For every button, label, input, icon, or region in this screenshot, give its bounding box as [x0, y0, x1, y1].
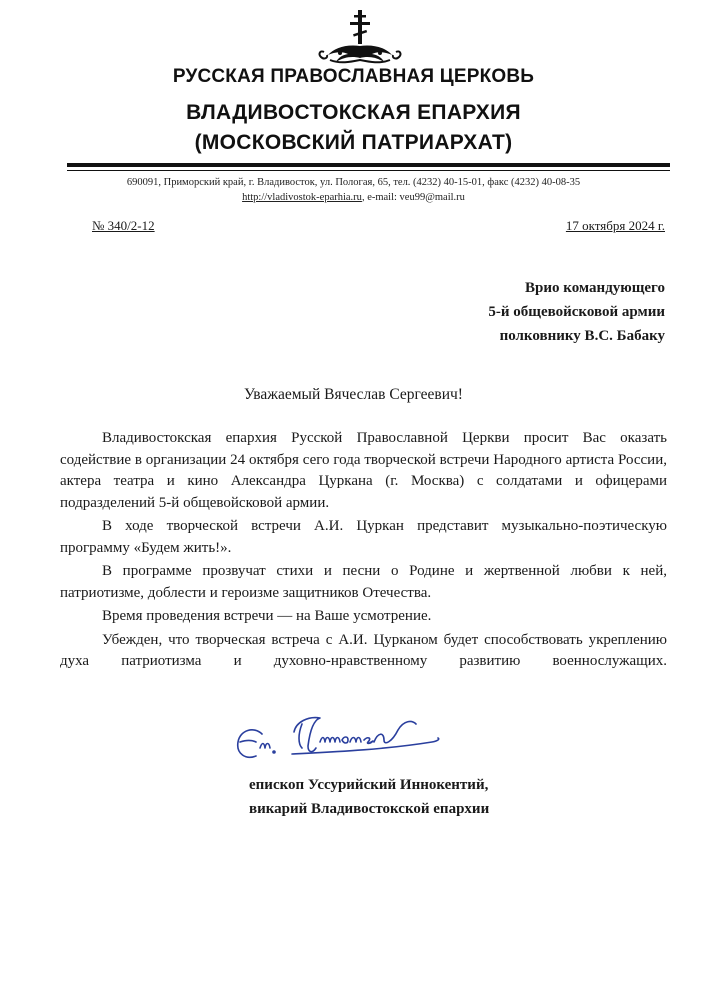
- header-rule-thick: [67, 163, 670, 167]
- body-paragraph-3: В программе прозвучат стихи и песни о Родине и жертвенной любви к ней, патриотизме, доблести и героизме защитников Отечества.: [60, 563, 667, 601]
- signer-role: викарий Владивостокской епархии: [249, 801, 490, 817]
- postal-address: 690091, Приморский край, г. Владивосток, ул. Пологая, 65, тел. (4232) 40-15-01, факс (4232) 40-08-35: [126, 177, 581, 188]
- contact-line: [0, 192, 707, 203]
- document-date: 17 октября 2024 г.: [565, 218, 665, 233]
- greeting: Уважаемый Вячеслав Сергеевич!: [244, 386, 463, 403]
- church-title: РУССКАЯ ПРАВОСЛАВНАЯ ЦЕРКОВЬ: [172, 66, 535, 87]
- addressee-block: [488, 276, 665, 348]
- signer-block: [249, 773, 489, 821]
- addressee-line-1: Врио командующего: [525, 280, 665, 296]
- cross-ornament-icon: [316, 8, 404, 66]
- body-paragraph-2: В ходе творческой встречи А.И. Цуркан представит музыкально-поэтическую программу «Будем жить!».: [60, 518, 667, 556]
- website-link[interactable]: http://vladivostok-eparhia.ru: [242, 192, 362, 203]
- patriarchate-title: (МОСКОВСКИЙ ПАТРИАРХАТ): [194, 131, 513, 154]
- header-rule-thin: [67, 170, 670, 171]
- body-paragraph-1: Владивостокская епархия Русской Православной Церкви просит Вас оказать содействие в организации 24 октября сего года творческой встречи Народного артиста России, актера театра и кино Александра Цуркана (г. Москва) с солдатами и офицерами подразделений 5-й общевойсковой армии.: [60, 430, 667, 511]
- body-paragraph-5: Убежден, что творческая встреча с А.И. Цурканом будет способствовать укреплению духа патриотизма и духовно-нравственному развитию военнослужащих.: [60, 631, 667, 669]
- email-text: , e-mail: veu99@mail.ru: [361, 192, 465, 203]
- signer-title: епископ Уссурийский Иннокентий,: [249, 777, 489, 793]
- addressee-line-2: 5-й общевойсковой армии: [488, 304, 665, 320]
- body-paragraph-4: Время проведения встречи — на Ваше усмотрение.: [102, 608, 432, 624]
- eparchy-title: ВЛАДИВОСТОКСКАЯ ЕПАРХИЯ: [186, 101, 521, 124]
- document-number: № 340/2-12: [92, 218, 155, 233]
- handwritten-signature: [232, 712, 492, 770]
- addressee-line-3: полковнику В.С. Бабаку: [499, 328, 665, 344]
- letter-body: [60, 428, 667, 675]
